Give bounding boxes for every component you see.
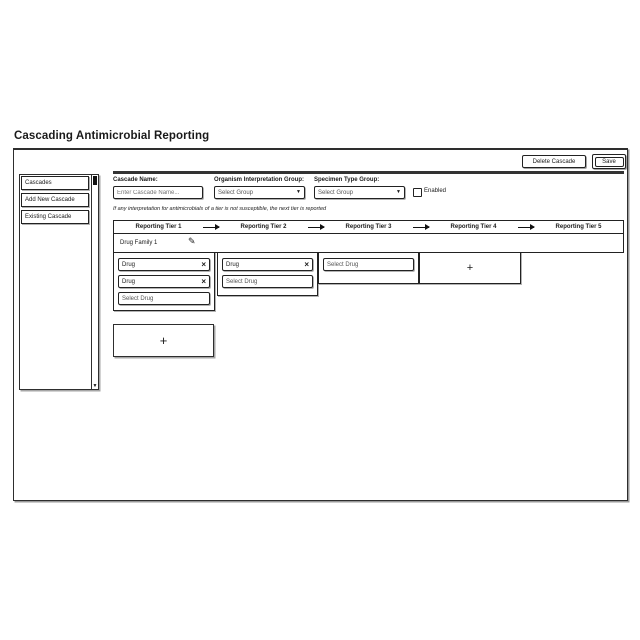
organism-group-select[interactable] [214, 186, 305, 199]
sidebar-item-label: Add New Cascade [25, 197, 75, 203]
specimen-group-select[interactable] [314, 186, 405, 199]
cascade-name-label: Cascade Name: [113, 177, 158, 183]
plus-icon: + [466, 262, 474, 274]
enabled-checkbox[interactable] [413, 188, 422, 197]
chevron-down-icon: ▼ [296, 189, 301, 195]
drug-entry [118, 258, 210, 271]
specimen-group-value: Select Group [318, 189, 354, 196]
cascade-name-field [113, 186, 203, 199]
arrow-right-icon [518, 227, 534, 228]
tier1-drug-group [113, 252, 215, 311]
tier2-drug-group [217, 252, 318, 296]
enabled-label: Enabled [424, 188, 447, 194]
select-drug-placeholder: Select Drug [122, 295, 154, 302]
cascade-list-sidebar [19, 174, 99, 390]
delete-cascade-label: Delete Cascade [532, 158, 576, 165]
organism-group-label: Organism Interpretation Group: [214, 177, 305, 183]
content-top-divider [113, 171, 624, 174]
tier-header-2: Reporting Tier 2 [240, 224, 287, 230]
save-button[interactable] [592, 154, 626, 169]
drug-name: Drug [226, 261, 240, 268]
remove-drug-icon[interactable]: × [201, 276, 206, 286]
select-drug-input[interactable] [118, 292, 210, 305]
organism-group-value: Select Group [218, 189, 254, 196]
save-label: Save [595, 157, 624, 167]
cascade-name-input[interactable] [117, 190, 199, 196]
drug-entry [118, 275, 210, 288]
drug-entry [222, 258, 313, 271]
main-window [13, 148, 628, 501]
edit-pencil-icon[interactable]: ✎ [188, 236, 196, 246]
tier3-drug-group [318, 252, 419, 284]
scroll-down-icon[interactable]: ▼ [92, 383, 98, 389]
tier4-add-tier-button[interactable] [419, 252, 521, 284]
sidebar-item-add-new-cascade[interactable] [21, 193, 89, 207]
add-drug-family-button[interactable] [113, 324, 214, 357]
cascade-rule-note: If any interpretation for antimicrobials of a tier is not susceptible, the next tier is reported [113, 206, 327, 212]
sidebar-scrollbar[interactable] [91, 175, 98, 389]
tier-header-3: Reporting Tier 3 [345, 224, 392, 230]
select-drug-placeholder: Select Drug [226, 278, 258, 285]
tier-header-1: Reporting Tier 1 [135, 224, 182, 230]
sidebar-item-cascades[interactable] [21, 176, 89, 190]
chevron-down-icon: ▼ [396, 189, 401, 195]
drug-name: Drug [122, 278, 136, 285]
drug-family-name: Drug Family 1 [120, 240, 158, 246]
sidebar-item-existing-cascade[interactable] [21, 210, 89, 224]
arrow-right-icon [308, 227, 324, 228]
select-drug-placeholder: Select Drug [327, 261, 359, 268]
drug-family-row [113, 233, 624, 253]
remove-drug-icon[interactable]: × [201, 259, 206, 269]
scrollbar-thumb[interactable] [93, 176, 97, 185]
sidebar-item-label: Existing Cascade [25, 214, 72, 220]
select-drug-input[interactable] [222, 275, 313, 288]
arrow-right-icon [413, 227, 429, 228]
tier-header-5: Reporting Tier 5 [555, 224, 602, 230]
tier-header-4: Reporting Tier 4 [450, 224, 497, 230]
page-title: Cascading Antimicrobial Reporting [14, 130, 210, 142]
remove-drug-icon[interactable]: × [304, 259, 309, 269]
delete-cascade-button[interactable] [522, 155, 586, 168]
select-drug-input[interactable] [323, 258, 414, 271]
arrow-right-icon [203, 227, 219, 228]
specimen-group-label: Specimen Type Group: [314, 177, 380, 183]
plus-icon: + [159, 333, 168, 348]
sidebar-item-label: Cascades [25, 180, 52, 186]
tier-header-row [113, 220, 624, 234]
drug-name: Drug [122, 261, 136, 268]
